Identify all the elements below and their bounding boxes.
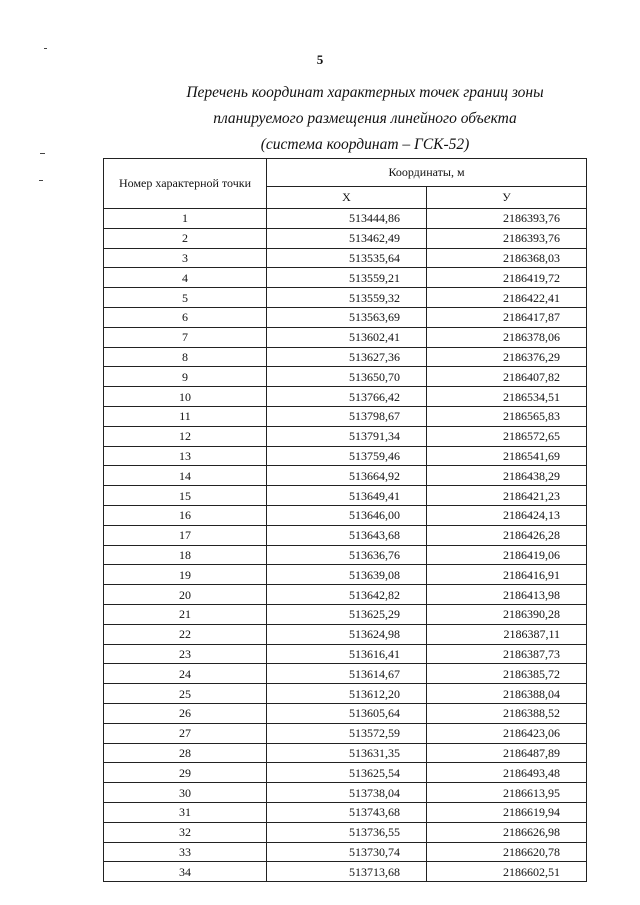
x-coordinate-cell: 513643,68	[267, 525, 427, 545]
x-coordinate-cell: 513563,69	[267, 307, 427, 327]
table-row	[104, 763, 587, 783]
table-row	[104, 466, 587, 486]
point-number-cell: 27	[104, 723, 267, 743]
x-coordinate-cell: 513602,41	[267, 327, 427, 347]
table-row	[104, 446, 587, 466]
y-coordinate-cell: 2186421,23	[427, 486, 587, 506]
table-row	[104, 664, 587, 684]
point-number-cell: 3	[104, 248, 267, 268]
table-row	[104, 644, 587, 664]
table-row	[104, 862, 587, 882]
point-number-cell: 24	[104, 664, 267, 684]
y-coordinate-cell: 2186388,04	[427, 684, 587, 704]
y-coordinate-cell: 2186393,76	[427, 228, 587, 248]
table-row	[104, 822, 587, 842]
point-number-cell: 7	[104, 327, 267, 347]
x-coordinate-cell: 513625,29	[267, 604, 427, 624]
y-column-header: У	[427, 187, 587, 209]
y-coordinate-cell: 2186541,69	[427, 446, 587, 466]
table-row	[104, 268, 587, 288]
x-coordinate-cell: 513646,00	[267, 505, 427, 525]
x-coordinate-cell: 513462,49	[267, 228, 427, 248]
table-row	[104, 248, 587, 268]
table-row	[104, 604, 587, 624]
table-row	[104, 486, 587, 506]
x-coordinate-cell: 513605,64	[267, 703, 427, 723]
x-coordinate-cell: 513738,04	[267, 783, 427, 803]
coordinates-header: Координаты, м	[267, 159, 587, 187]
x-coordinate-cell: 513766,42	[267, 387, 427, 407]
y-coordinate-cell: 2186565,83	[427, 406, 587, 426]
y-coordinate-cell: 2186416,91	[427, 565, 587, 585]
heading-line-3: (система координат – ГСК-52)	[260, 136, 470, 153]
y-coordinate-cell: 2186387,73	[427, 644, 587, 664]
y-coordinate-cell: 2186368,03	[427, 248, 587, 268]
table-row	[104, 842, 587, 862]
point-number-cell: 9	[104, 367, 267, 387]
table-row	[104, 327, 587, 347]
point-number-cell: 17	[104, 525, 267, 545]
x-coordinate-cell: 513625,54	[267, 763, 427, 783]
x-coordinate-cell: 513616,41	[267, 644, 427, 664]
point-number-header: Номер характерной точки	[104, 159, 267, 209]
table-row	[104, 426, 587, 446]
y-coordinate-cell: 2186602,51	[427, 862, 587, 882]
point-number-cell: 30	[104, 783, 267, 803]
scan-artifact-mark	[44, 48, 47, 49]
scan-artifact-mark	[39, 180, 43, 181]
y-coordinate-cell: 2186387,11	[427, 624, 587, 644]
point-number-cell: 1	[104, 209, 267, 229]
point-number-cell: 16	[104, 505, 267, 525]
point-number-cell: 23	[104, 644, 267, 664]
y-coordinate-cell: 2186424,13	[427, 505, 587, 525]
table-row	[104, 505, 587, 525]
point-number-cell: 2	[104, 228, 267, 248]
x-coordinate-cell: 513612,20	[267, 684, 427, 704]
y-coordinate-cell: 2186534,51	[427, 387, 587, 407]
y-coordinate-cell: 2186619,94	[427, 802, 587, 822]
point-number-cell: 25	[104, 684, 267, 704]
table-row	[104, 387, 587, 407]
x-coordinate-cell: 513636,76	[267, 545, 427, 565]
y-coordinate-cell: 2186393,76	[427, 209, 587, 229]
point-number-cell: 22	[104, 624, 267, 644]
y-coordinate-cell: 2186493,48	[427, 763, 587, 783]
y-coordinate-cell: 2186407,82	[427, 367, 587, 387]
table-row	[104, 624, 587, 644]
x-coordinate-cell: 513559,32	[267, 288, 427, 308]
table-body	[104, 209, 587, 882]
table-row	[104, 703, 587, 723]
document-heading	[0, 80, 640, 158]
y-coordinate-cell: 2186413,98	[427, 585, 587, 605]
point-number-cell: 31	[104, 802, 267, 822]
point-number-cell: 13	[104, 446, 267, 466]
x-coordinate-cell: 513798,67	[267, 406, 427, 426]
point-number-cell: 6	[104, 307, 267, 327]
table-row	[104, 367, 587, 387]
x-coordinate-cell: 513614,67	[267, 664, 427, 684]
table-row	[104, 743, 587, 763]
y-coordinate-cell: 2186426,28	[427, 525, 587, 545]
table-row	[104, 585, 587, 605]
x-coordinate-cell: 513535,64	[267, 248, 427, 268]
point-number-cell: 4	[104, 268, 267, 288]
page-number: 5	[316, 52, 324, 67]
point-number-cell: 32	[104, 822, 267, 842]
y-coordinate-cell: 2186613,95	[427, 783, 587, 803]
y-coordinate-cell: 2186620,78	[427, 842, 587, 862]
x-coordinate-cell: 513730,74	[267, 842, 427, 862]
y-coordinate-cell: 2186378,06	[427, 327, 587, 347]
point-number-cell: 11	[104, 406, 267, 426]
point-number-cell: 19	[104, 565, 267, 585]
y-coordinate-cell: 2186626,98	[427, 822, 587, 842]
x-coordinate-cell: 513650,70	[267, 367, 427, 387]
point-number-cell: 5	[104, 288, 267, 308]
point-number-cell: 10	[104, 387, 267, 407]
coordinates-table	[103, 158, 587, 882]
point-number-cell: 34	[104, 862, 267, 882]
point-number-cell: 15	[104, 486, 267, 506]
x-column-header: X	[267, 187, 427, 209]
table-row	[104, 406, 587, 426]
point-number-cell: 21	[104, 604, 267, 624]
x-coordinate-cell: 513639,08	[267, 565, 427, 585]
table-row	[104, 347, 587, 367]
table-row	[104, 723, 587, 743]
x-coordinate-cell: 513627,36	[267, 347, 427, 367]
table-row	[104, 565, 587, 585]
table-row	[104, 684, 587, 704]
table-row	[104, 228, 587, 248]
x-coordinate-cell: 513649,41	[267, 486, 427, 506]
heading-line-1: Перечень координат характерных точек границ зоны	[186, 84, 544, 101]
point-number-cell: 12	[104, 426, 267, 446]
x-coordinate-cell: 513631,35	[267, 743, 427, 763]
y-coordinate-cell: 2186487,89	[427, 743, 587, 763]
x-coordinate-cell: 513444,86	[267, 209, 427, 229]
table-row	[104, 307, 587, 327]
point-number-cell: 28	[104, 743, 267, 763]
point-number-cell: 14	[104, 466, 267, 486]
table-row	[104, 545, 587, 565]
y-coordinate-cell: 2186417,87	[427, 307, 587, 327]
x-coordinate-cell: 513642,82	[267, 585, 427, 605]
point-number-cell: 18	[104, 545, 267, 565]
point-number-cell: 26	[104, 703, 267, 723]
table-row	[104, 209, 587, 229]
table-row	[104, 783, 587, 803]
x-coordinate-cell: 513559,21	[267, 268, 427, 288]
x-coordinate-cell: 513624,98	[267, 624, 427, 644]
x-coordinate-cell: 513759,46	[267, 446, 427, 466]
y-coordinate-cell: 2186422,41	[427, 288, 587, 308]
y-coordinate-cell: 2186438,29	[427, 466, 587, 486]
y-coordinate-cell: 2186390,28	[427, 604, 587, 624]
y-coordinate-cell: 2186572,65	[427, 426, 587, 446]
y-coordinate-cell: 2186419,72	[427, 268, 587, 288]
y-coordinate-cell: 2186423,06	[427, 723, 587, 743]
table-row	[104, 802, 587, 822]
x-coordinate-cell: 513664,92	[267, 466, 427, 486]
y-coordinate-cell: 2186388,52	[427, 703, 587, 723]
x-coordinate-cell: 513713,68	[267, 862, 427, 882]
heading-line-2: планируемого размещения линейного объекта	[213, 110, 517, 127]
x-coordinate-cell: 513791,34	[267, 426, 427, 446]
x-coordinate-cell: 513736,55	[267, 822, 427, 842]
y-coordinate-cell: 2186385,72	[427, 664, 587, 684]
point-number-cell: 29	[104, 763, 267, 783]
y-coordinate-cell: 2186376,29	[427, 347, 587, 367]
x-coordinate-cell: 513572,59	[267, 723, 427, 743]
x-coordinate-cell: 513743,68	[267, 802, 427, 822]
y-coordinate-cell: 2186419,06	[427, 545, 587, 565]
table-row	[104, 288, 587, 308]
point-number-cell: 33	[104, 842, 267, 862]
point-number-cell: 20	[104, 585, 267, 605]
point-number-cell: 8	[104, 347, 267, 367]
table-row	[104, 525, 587, 545]
